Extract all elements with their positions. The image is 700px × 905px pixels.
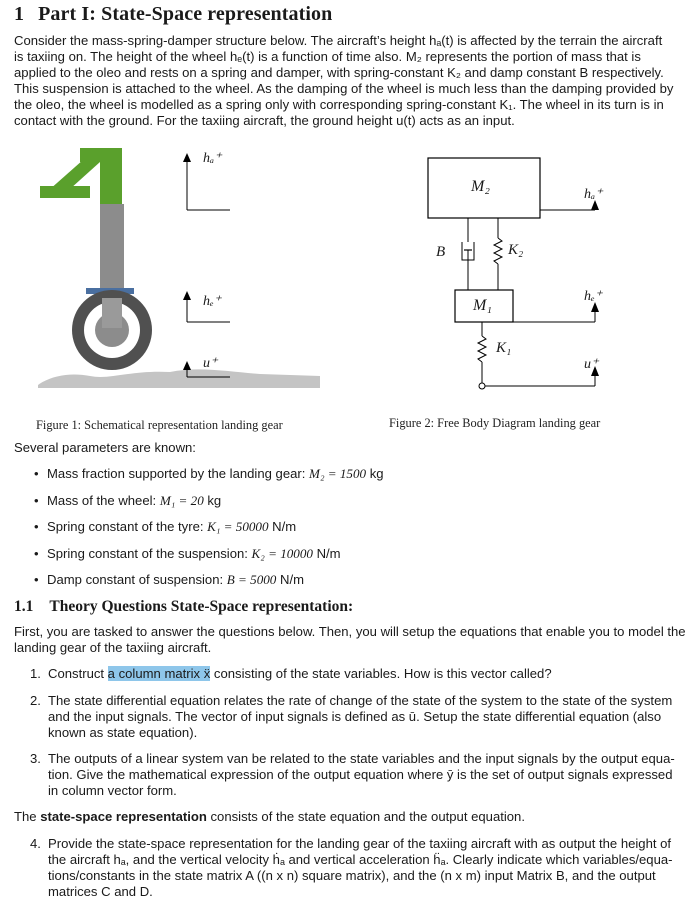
intro-paragraph	[14, 33, 686, 129]
list-item: • Mass fraction supported by the landing gear: M₂ = 1500 kg	[34, 461, 384, 488]
fig2-label-K1: K₁	[496, 340, 512, 356]
list-item: • Spring constant of the suspension: K₂ = 10000 N/m	[34, 541, 384, 568]
hw-arrow-icon	[183, 291, 191, 300]
params-intro: Several parameters are known:	[14, 440, 196, 455]
u-arrow-icon	[183, 361, 191, 370]
hub-spoke	[102, 298, 122, 328]
question-2: 2. The state differential equation relates the rate of change of the state of the system to the state of the system and the input signals. The vector of input signals is defined as ū. Setup the state differential equation (also known as state equation).	[30, 693, 673, 740]
ssr-sentence: The state-space representation consists of the state equation and the output equation.	[14, 809, 525, 824]
figure1-caption: Figure 1: Schematical representation landing gear	[36, 418, 283, 432]
intro-line: This suspension is attached to the wheel. As the damping of the wheel is much less than the damping provided by	[14, 81, 674, 96]
subsection-heading	[14, 598, 353, 616]
questions-list-a	[30, 666, 686, 682]
intro-line: the oleo, the wheel is modelled as a spring only with corresponding spring-constant K₁. The wheel in its turn is in	[14, 97, 664, 112]
section-title: Part I: State-Space representation	[38, 3, 333, 25]
green-strut-body	[100, 148, 122, 204]
figure1-landing-gear-drawing	[30, 140, 330, 400]
section-heading	[14, 3, 332, 26]
ground-surface	[38, 369, 320, 388]
figure2-caption: Figure 2: Free Body Diagram landing gear	[389, 416, 601, 430]
list-item: • Mass of the wheel: M₁ = 20 kg	[34, 488, 384, 515]
fig2-label-hw: hₑ⁺	[584, 289, 603, 304]
fig1-label-hw: hₑ⁺	[203, 294, 222, 309]
ground-contact-node	[479, 383, 485, 389]
figure2-free-body-diagram	[420, 150, 650, 400]
intro-line: Consider the mass-spring-damper structure below. The aircraft’s height hₐ(t) is affected by the terrain the aircraft	[14, 33, 663, 48]
list-item: • Damp constant of suspension: B = 5000 N/m	[34, 567, 384, 594]
fig2-label-u: u⁺	[584, 357, 599, 372]
questions-list-c	[30, 751, 686, 799]
fig2-label-K2: K₂	[508, 242, 524, 258]
intro-line: is taxiing on. The height of the wheel hₑ(t) is a function of time also. M₂ represents the portion of mass that is	[14, 49, 641, 64]
question-1: 1. Construct a column matrix ẍ consisting of the state variables. How is this vector called?	[30, 666, 552, 681]
list-item: • Spring constant of the tyre: K₁ = 50000 N/m	[34, 514, 384, 541]
intro-line: contact with the ground. For the taxiing aircraft, the ground height u(t) acts as an input.	[14, 113, 515, 128]
params-list	[34, 461, 384, 594]
fig2-label-M1: M₁	[473, 297, 492, 314]
spring-K2-icon	[494, 238, 502, 264]
subsection-number: 1.1	[14, 598, 34, 615]
question-4: 4. Provide the state-space representation for the landing gear of the taxiing aircraft with as output the height of the aircraft hₐ, and the vertical velocity ḣₐ and vertical acceleration ḧₐ. Clearly indicate which variables/equa- tions/constants in the state matrix A ((n x n) square matrix), and the (n x m) input Matrix B, and the output matrices C and D.	[30, 836, 673, 899]
questions-list-d	[30, 836, 686, 900]
fig2-label-M2: M₂	[471, 178, 490, 195]
subsection-intro: First, you are tasked to answer the questions below. Then, you will setup the equations that enable you to model the landing gear of the taxiing aircraft.	[14, 624, 686, 655]
questions-list-b	[30, 693, 686, 741]
fig1-label-ha: hₐ⁺	[203, 151, 222, 166]
subsection-title: Theory Questions State-Space representation:	[49, 598, 354, 615]
fig1-label-u: u⁺	[203, 356, 218, 371]
green-strut-brace-base	[40, 186, 90, 198]
fig2-label-B: B	[436, 244, 446, 260]
selected-text-highlight[interactable]: a column matrix ẍ	[107, 666, 211, 681]
intro-line: applied to the oleo and rests on a spring and damper, with spring-constant K₂ and damp constant B respectively.	[14, 65, 664, 80]
question-3: 3. The outputs of a linear system van be related to the state variables and the input signals by the output equa- tion. Give the mathematical expression of the output equation where ȳ is the set of output signals expressed in column vector form.	[30, 751, 675, 798]
ha-arrow-icon	[183, 153, 191, 162]
section-number: 1	[14, 3, 25, 25]
fig2-label-ha: hₐ⁺	[584, 187, 603, 202]
spring-K1-icon	[478, 336, 486, 362]
